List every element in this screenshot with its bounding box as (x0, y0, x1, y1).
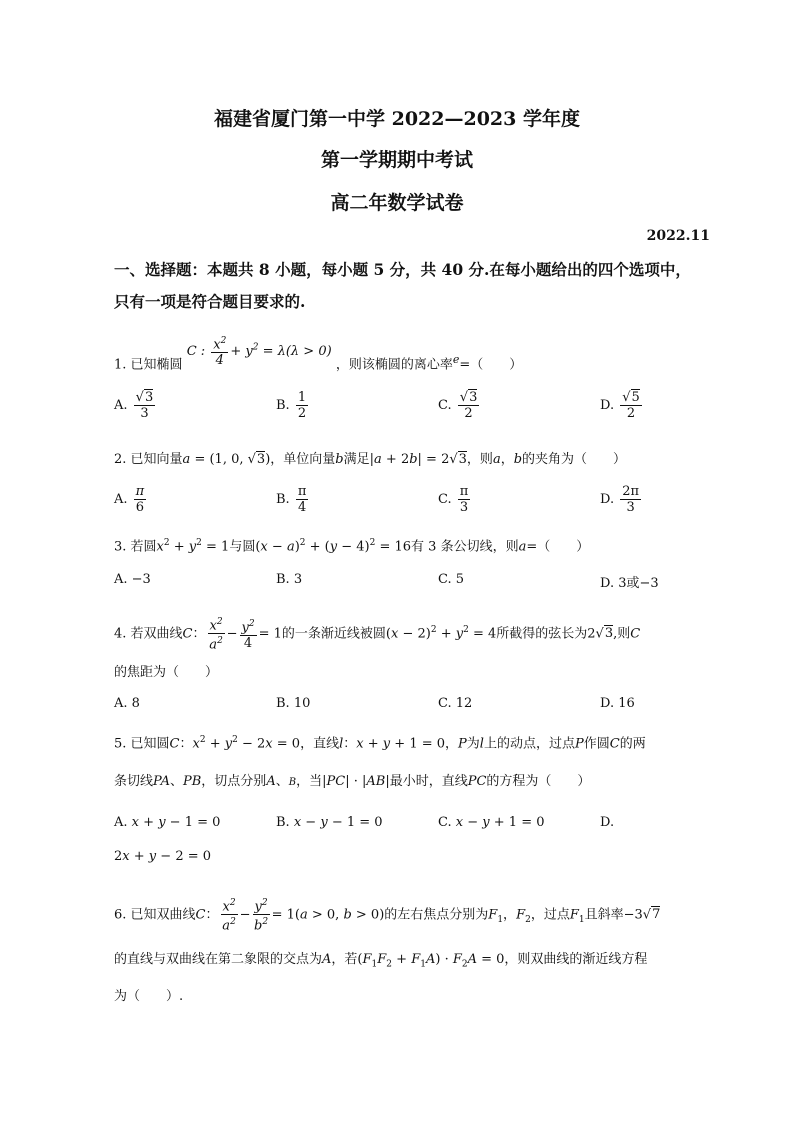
question-1-option-a[interactable]: A. $\frac{√3}{3}$ (114, 390, 154, 421)
question-3-option-b[interactable]: B. 3 (276, 572, 303, 587)
section-instruction-line2: 只有一项是符合题目要求的. (114, 292, 306, 311)
question-5-option-c[interactable]: C. x − y + 1 = 0 (438, 815, 545, 830)
question-2-option-c[interactable]: C. $\frac{\pi}{3}$ (438, 484, 469, 515)
question-5-option-a[interactable]: A. x + y − 1 = 0 (114, 815, 221, 830)
question-1-option-d[interactable]: D. $\frac{√5}{2}$ (600, 390, 640, 421)
question-1-option-b[interactable]: B. $\frac{1}{2}$ (276, 390, 307, 421)
exam-title-school: 福建省厦门第一中学 2022—2023 学年度 (214, 108, 580, 130)
question-2-option-a[interactable]: A. $\frac{\pi}{6}$ (114, 484, 145, 515)
question-5-stem-line2: 条切线PA、PB，切点分别A、B，当|PC| · |AB|最小时，直线PC的方程为（ ） (114, 774, 591, 789)
question-6-stem-line3: 为（ ）. (114, 989, 184, 1004)
ellipse-equation: C : $\frac{x^2}{4}$ + $y^2 = \lambda(\lambda > 0)$ (186, 336, 332, 369)
question-2-option-d[interactable]: D. $\frac{2\pi}{3}$ (600, 484, 640, 515)
exam-date: 2022.11 (646, 228, 710, 244)
question-3-option-c[interactable]: C. 5 (438, 572, 465, 587)
question-4-option-d[interactable]: D. 16 (600, 696, 635, 711)
question-1-option-c[interactable]: C. $\frac{√3}{2}$ (438, 390, 478, 421)
question-3-option-a[interactable]: A. −3 (114, 572, 151, 587)
question-5-option-d[interactable]: D. (600, 815, 615, 830)
question-4-option-a[interactable]: A. 8 (114, 696, 140, 711)
question-2-option-b[interactable]: B. $\frac{\pi}{4}$ (276, 484, 307, 515)
question-5-option-d-equation[interactable]: 2x + y − 2 = 0 (114, 849, 212, 864)
question-4-option-b[interactable]: B. 10 (276, 696, 311, 711)
question-6-stem-line2: 的直线与双曲线在第二象限的交点为A，若$(F_1F_2 + F_1A) \cdot F_2A = 0$，则双曲线的渐近线方程 (114, 952, 648, 970)
exam-title-subject: 高二年数学试卷 (330, 192, 464, 214)
question-2-stem: 2. 已知向量a = (1, 0, √3)，单位向量b满足|a + 2b| = 2√3，则a，b的夹角为（ ） (114, 452, 627, 467)
question-3-stem: 3. 若圆$x^2 + y^2 = 1$与圆$(x - a)^2 + (y - 4)^2 = 16$有 3 条公切线，则a=（ ） (114, 538, 590, 555)
question-5-stem: 5. 已知圆C：$x^2 + y^2 - 2x = 0$，直线l：x + y + 1 = 0，P为l上的动点，过点P作圆C的两 (114, 735, 646, 752)
question-4-option-c[interactable]: C. 12 (438, 696, 473, 711)
question-5-option-b[interactable]: B. x − y − 1 = 0 (276, 815, 383, 830)
section-instruction-line1: 一、选择题：本题共 8 小题，每小题 5 分，共 40 分.在每小题给出的四个选项中， (114, 260, 691, 279)
exam-title-term: 第一学期期中考试 (320, 149, 473, 171)
question-4-stem-line2: 的焦距为（ ） (114, 665, 219, 680)
question-6-stem: 6. 已知双曲线C： $\frac{x^2}{a^2}$ − $\frac{y^2}{b^2}$ = 1(a > 0, b > 0)的左右焦点分别为$F_1$，$F_2$，过点$F_1$且斜率−3√7 (114, 898, 661, 934)
question-3-option-d[interactable]: D. 3或−3 (600, 576, 659, 591)
question-1-stem: 1. 已知椭圆 C : $\frac{x^2}{4}$ + $y^2 = \lambda(\lambda > 0)$ ，则该椭圆的离心率$^e$=（ ） (114, 336, 523, 373)
question-4-stem: 4. 若双曲线C： $\frac{x^2}{a^2}$ − $\frac{y^2}{4}$ = 1的一条渐近线被圆$(x - 2)^2 + y^2 = 4$所截得的弦长为2√3,则C (114, 617, 641, 653)
